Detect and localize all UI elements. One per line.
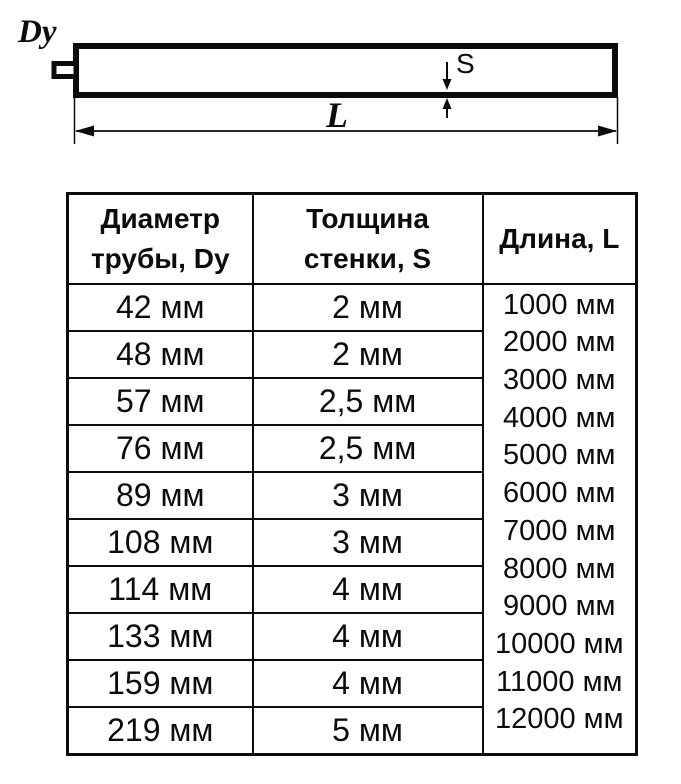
length-value: 9000 мм — [503, 590, 616, 623]
thickness-value: 3 мм — [253, 519, 483, 566]
header-line: стенки, S — [303, 243, 432, 274]
header-line: Толщина — [306, 203, 429, 234]
length-value: 11000 мм — [496, 665, 623, 698]
length-value: 6000 мм — [503, 477, 616, 510]
diameter-value: 159 мм — [68, 660, 253, 707]
thickness-value: 5 мм — [253, 707, 483, 755]
diameter-value: 76 мм — [68, 425, 253, 472]
thickness-value: 2 мм — [253, 284, 483, 331]
pipe-outline — [76, 46, 615, 95]
table-header-row — [68, 194, 637, 285]
length-value: 5000 мм — [503, 439, 616, 472]
length-value: 2000 мм — [503, 326, 616, 359]
thickness-value: 2,5 мм — [253, 378, 483, 425]
thickness-value: 3 мм — [253, 472, 483, 519]
diameter-value: 42 мм — [68, 284, 253, 331]
pipe-diameter-label: Dy — [18, 14, 57, 50]
length-value: 3000 мм — [503, 364, 616, 397]
header-line: Длина, L — [499, 223, 620, 254]
length-list — [484, 285, 636, 739]
thickness-value: 4 мм — [253, 566, 483, 613]
thickness-value: 2 мм — [253, 331, 483, 378]
pipe-length-label: L — [326, 95, 348, 135]
pipe-diagram — [0, 0, 681, 190]
length-value: 7000 мм — [503, 514, 616, 547]
diameter-value: 219 мм — [68, 707, 253, 755]
diameter-value: 114 мм — [68, 566, 253, 613]
diameter-value: 89 мм — [68, 472, 253, 519]
column-header-thickness — [253, 194, 483, 285]
diameter-value: 57 мм — [68, 378, 253, 425]
thickness-value: 2,5 мм — [253, 425, 483, 472]
column-header-length — [483, 194, 637, 285]
diameter-value: 48 мм — [68, 331, 253, 378]
pipe-dimensions-table — [66, 192, 638, 756]
thickness-value: 4 мм — [253, 660, 483, 707]
length-values-cell — [483, 284, 637, 755]
header-line: Диаметр — [100, 203, 220, 234]
length-value: 12000 мм — [494, 703, 624, 736]
length-value: 1000 мм — [503, 288, 616, 321]
length-value: 10000 мм — [494, 627, 624, 660]
table-row — [68, 284, 637, 331]
thickness-value: 4 мм — [253, 613, 483, 660]
wall-thickness-label: S — [456, 48, 475, 79]
diameter-value: 108 мм — [68, 519, 253, 566]
column-header-diameter — [68, 194, 253, 285]
length-value: 8000 мм — [503, 552, 616, 585]
header-line: трубы, Dy — [90, 243, 230, 274]
pipe-stub — [54, 64, 76, 77]
diameter-value: 133 мм — [68, 613, 253, 660]
length-value: 4000 мм — [503, 401, 616, 434]
